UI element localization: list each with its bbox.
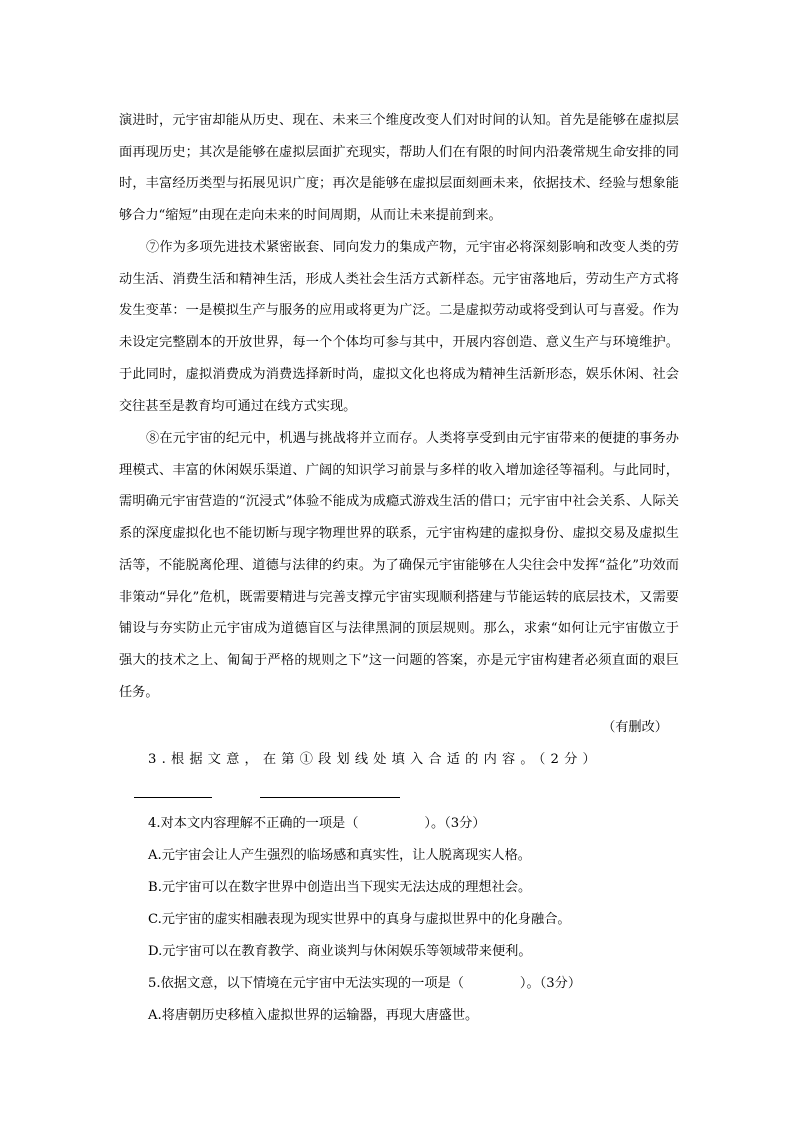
source-note: （有删改） xyxy=(602,720,668,735)
question-4-option-a: A.元宇宙会让人产生强烈的临场感和真实性，让人脱离现实人格。 xyxy=(148,848,531,863)
question-4-stem xyxy=(148,810,486,838)
question-4-option-b: B.元宇宙可以在数字世界中创造出当下现实无法达成的理想社会。 xyxy=(148,880,532,895)
question-4-option-c: C.元宇宙的虚实相融表现为现实世界中的真身与虚拟世界中的化身融合。 xyxy=(148,912,571,927)
question-4-option-d: D.元宇宙可以在教育教学、商业谈判与休闲娱乐等领域带来便利。 xyxy=(148,944,532,959)
question-3: 3.根据文意，在第①段划线处填入合适的内容。（2分） xyxy=(148,752,601,767)
question-4-stem-part1: 4.对本文内容理解不正确的一项是（ xyxy=(148,816,359,831)
answer-blank-1[interactable] xyxy=(134,797,212,798)
question-5-stem-part2: ）。（3分） xyxy=(519,976,582,991)
question-5-stem xyxy=(148,970,581,998)
passage-paragraph-6-continued: 演进时，元宇宙却能从历史、现在、未来三个维度改变人们对时间的认知。首先是能够在虚拟层面再现历史；其次是能够在虚拟层面扩充现实，帮助人们在有限的时间内沿袭常规生命安排的同时，丰富经历类型与拓展见识广度；再次是能够在虚拟层面刻画未来，依据技术、经验与想象能够合力“缩短”由现在走向未来的时间周期，从而让未来提前到来。 xyxy=(119,113,679,224)
passage-paragraph-8: ⑧在元宇宙的纪元中，机遇与挑战将并立而存。人类将享受到由元宇宙带来的便捷的事务办理模式、丰富的休闲娱乐渠道、广阔的知识学习前景与多样的收入增加途径等福利。与此同时，需明确元宇宙营造的“沉浸式”体验不能成为成瘾式游戏生活的借口；元宇宙中社会关系、人际关系的深度虚拟化也不能切断与现字物理世界的联系，元宇宙构建的虚拟身份、虚拟交易及虚拟生活等，不能脱离伦理、道德与法律的约束。为了确保元宇宙能够在人尖往会中发挥“益化”功效而非策动“异化”危机，既需要精进与完善支撑元宇宙实现顺利搭建与节能运转的底层技术，又需要铺设与夯实防止元宇宙成为道德盲区与法律黑洞的顶层规则。那么，求索“如何让元宇宙傲立于强大的技术之上、匍匐于严格的规则之下”这一问题的答案，亦是元宇宙构建者必须直面的艰巨任务。 xyxy=(119,431,679,700)
answer-blank-2[interactable] xyxy=(260,797,400,798)
passage-paragraph-7: ⑦作为多项先进技术紧密嵌套、同向发力的集成产物，元宇宙必将深刻影响和改变人类的劳动生活、消费生活和精神生活，形成人类社会生活方式新样态。元宇宙落地后，劳动生产方式将发生变革：一是模拟生产与服务的应用或将更为广泛。二是虚拟劳动或将受到认可与喜爱。作为未设定完整剧本的开放世界，每一个个体均可参与其中，开展内容创造、意义生产与环境维护。于此同时，虚拟消费成为消费选择新时尚，虚拟文化也将成为精神生活新形态，娱乐休闲、社会交往甚至是教育均可通过在线方式实现。 xyxy=(119,240,679,414)
question-5-stem-part1: 5.依据文意，以下情境在元宇宙中无法实现的一项是（ xyxy=(148,976,464,991)
question-4-stem-part2: ）。（3分） xyxy=(424,816,486,831)
question-5-option-a: A.将唐朝历史移植入虚拟世界的运输器，再现大唐盛世。 xyxy=(148,1008,479,1023)
